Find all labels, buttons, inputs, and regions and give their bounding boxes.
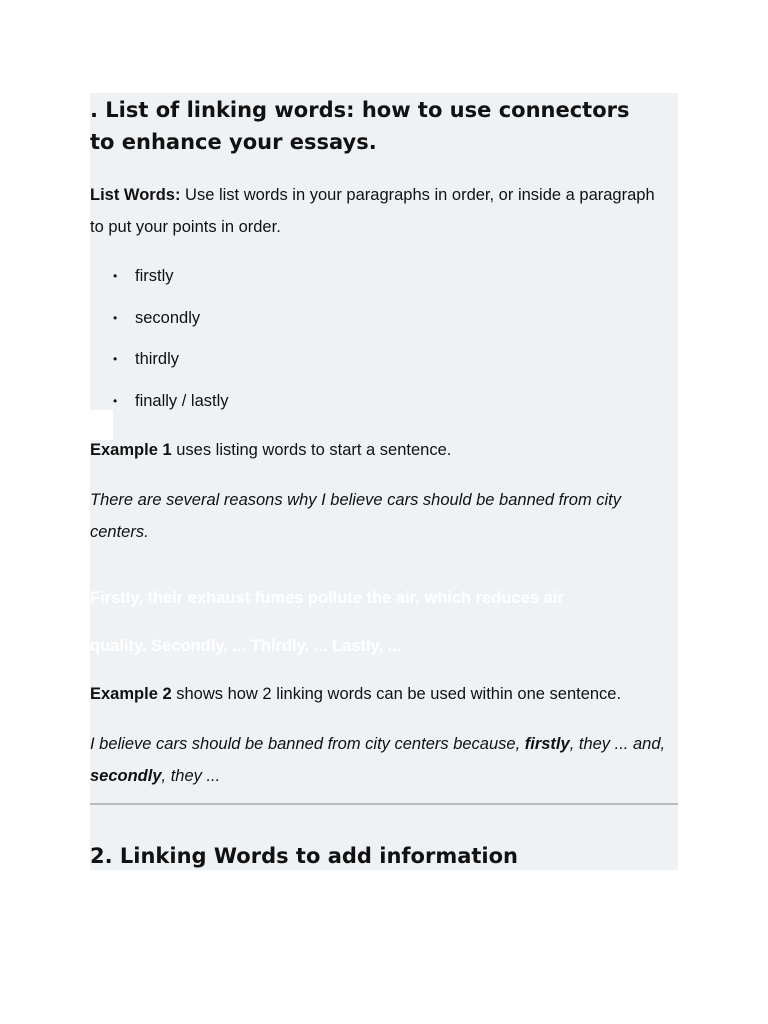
list-words-paragraph — [90, 179, 670, 243]
sentence-part: , they ... — [161, 767, 221, 785]
example-1-sentence: There are several reasons why I believe cars should be banned from city centers. — [90, 491, 622, 541]
example-2-text: shows how 2 linking words can be used within one sentence. — [171, 685, 622, 703]
example-1-hidden-line: Firstly, their exhaust fumes pollute the air, which reduces air — [90, 589, 564, 607]
example-1-hidden-line: quality. Secondly, ... Thirdly, ... Lastly, ... — [90, 637, 402, 655]
section-heading-2: 2. Linking Words to add information — [90, 844, 518, 868]
list-words-text: Use list words in your paragraphs in order, or inside a paragraph to put your points in order. — [90, 186, 655, 236]
linking-word: firstly — [524, 735, 570, 753]
list-item-text: secondly — [135, 309, 201, 327]
example-2-label: Example 2 — [90, 685, 172, 703]
list-item-text: finally / lastly — [135, 392, 229, 410]
bullet-icon: • — [113, 269, 118, 283]
bullet-icon: • — [113, 352, 118, 366]
example-1-intro — [90, 434, 670, 466]
bullet-icon: • — [113, 311, 118, 325]
section-divider — [90, 803, 678, 805]
list-item-text: thirdly — [135, 350, 180, 368]
example-2-intro — [90, 678, 670, 710]
sentence-part: , they ... and, — [569, 735, 666, 753]
list-words-label: List Words: — [90, 186, 181, 204]
example-2-sentence — [90, 728, 670, 792]
list-item-text: firstly — [135, 267, 174, 285]
example-1-label: Example 1 — [90, 441, 172, 459]
bullet-icon: • — [113, 394, 118, 408]
linking-word: secondly — [90, 767, 162, 785]
section-heading-1: . List of linking words: how to use connectors to enhance your essays. — [90, 98, 630, 154]
sentence-part: I believe cars should be banned from city centers because, — [90, 735, 525, 753]
example-1-text: uses listing words to start a sentence. — [171, 441, 452, 459]
